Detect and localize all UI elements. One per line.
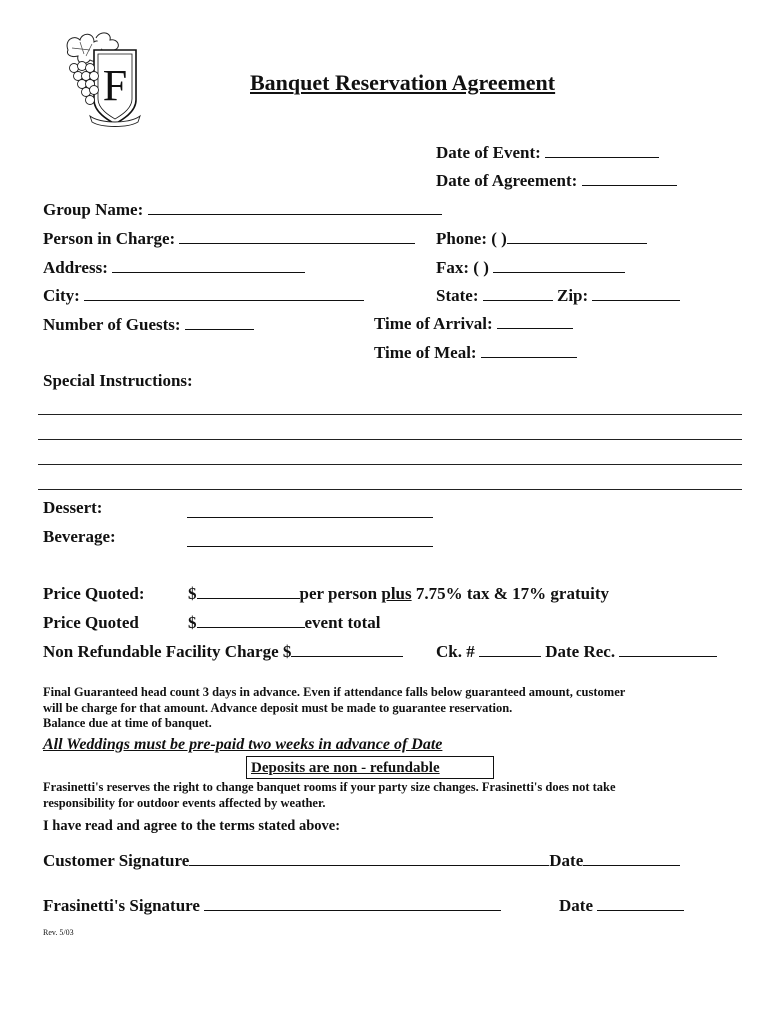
state-zip-row (436, 285, 680, 306)
dollar-sign-2: $ (188, 613, 197, 632)
terms-line: Frasinetti's reserves the right to change banquet rooms if your party size changes. Frasinetti's does not take (43, 780, 616, 794)
terms-line: responsibility for outdoor events affected by weather. (43, 795, 326, 810)
time-of-arrival-label: Time of Arrival: (374, 314, 493, 333)
beverage-label: Beverage: (43, 527, 116, 546)
time-of-meal-label: Time of Meal: (374, 343, 477, 362)
terms-line: Final Guaranteed head count 3 days in advance. Even if attendance falls below guaranteed amount, customer (43, 685, 626, 699)
state-label: State: (436, 286, 479, 305)
phone-row (436, 228, 647, 249)
address-row (43, 257, 305, 278)
price-per-person-field[interactable] (197, 583, 300, 599)
special-instructions-label: Special Instructions: (43, 371, 193, 390)
frasinetti-logo (60, 28, 170, 130)
special-instructions-line-3[interactable] (38, 464, 742, 465)
dollar-sign: $ (188, 584, 197, 603)
date-of-agreement-row (436, 170, 677, 191)
number-of-guests-field[interactable] (185, 314, 254, 330)
special-instructions-line-2[interactable] (38, 439, 742, 440)
event-total-field[interactable] (197, 612, 305, 628)
price-quoted-event-total-row (43, 612, 381, 633)
city-field[interactable] (84, 285, 364, 301)
date-of-agreement-label: Date of Agreement: (436, 171, 578, 190)
frasinetti-signature-label: Frasinetti's Signature (43, 896, 200, 915)
terms-paragraph-2 (43, 780, 616, 811)
number-of-guests-row (43, 314, 254, 335)
time-of-arrival-field[interactable] (497, 313, 573, 329)
group-name-field[interactable] (148, 199, 442, 215)
number-of-guests-label: Number of Guests: (43, 315, 181, 334)
check-number-label: Ck. # (436, 642, 475, 661)
time-of-meal-field[interactable] (481, 342, 577, 358)
revision-note: Rev. 5/03 (43, 928, 74, 937)
page-title: Banquet Reservation Agreement (250, 70, 556, 95)
event-total-text: event total (304, 613, 381, 632)
date-of-agreement-field[interactable] (582, 170, 677, 186)
customer-date-label: Date (549, 851, 584, 870)
facility-charge-row (43, 641, 403, 662)
special-instructions-line-4[interactable] (38, 489, 742, 490)
date-received-label: Date Rec. (545, 642, 616, 661)
facility-charge-label: Non Refundable Facility Charge $ (43, 642, 292, 661)
deposits-notice-box (246, 756, 494, 779)
customer-signature-row (43, 850, 680, 871)
city-row (43, 285, 364, 306)
per-person-text: per person (299, 584, 382, 603)
frasinetti-date-label: Date (559, 896, 593, 915)
time-of-meal-row (374, 342, 577, 363)
special-instructions-line-1[interactable] (38, 414, 742, 415)
time-of-arrival-row (374, 313, 573, 334)
person-in-charge-field[interactable] (179, 228, 415, 244)
group-name-label: Group Name: (43, 200, 144, 219)
group-name-row (43, 199, 442, 220)
grape-crest-icon (60, 28, 170, 130)
person-in-charge-row (43, 228, 415, 249)
terms-paragraph-1 (43, 685, 625, 732)
fax-field[interactable] (493, 257, 625, 273)
frasinetti-date-field[interactable] (597, 895, 684, 911)
date-of-event-field[interactable] (545, 142, 659, 158)
plus-text: plus (381, 584, 412, 603)
weddings-notice: All Weddings must be pre-paid two weeks in advance of Date (43, 736, 443, 753)
zip-label: Zip: (556, 286, 589, 305)
facility-charge-field[interactable] (291, 641, 403, 657)
address-field[interactable] (112, 257, 305, 273)
address-label: Address: (43, 258, 108, 277)
terms-line: Balance due at time of banquet. (43, 716, 212, 730)
date-of-event-row (436, 142, 659, 163)
terms-line: will be charge for that amount. Advance deposit must be made to guarantee reservation. (43, 700, 513, 715)
frasinetti-signature-row (43, 895, 501, 916)
beverage-field[interactable] (187, 546, 433, 547)
tax-gratuity-text: 7.75% tax & 17% gratuity (411, 584, 609, 603)
check-number-row (436, 641, 717, 662)
dessert-field[interactable] (187, 517, 433, 518)
customer-date-field[interactable] (583, 850, 680, 866)
date-received-field[interactable] (619, 641, 717, 657)
customer-signature-label: Customer Signature (43, 851, 190, 870)
phone-field[interactable] (507, 228, 647, 244)
svg-text:F: F (102, 61, 128, 110)
price-quoted-label-2: Price Quoted (43, 613, 139, 632)
price-quoted-per-person-row (43, 583, 609, 604)
frasinetti-signature-field[interactable] (204, 895, 501, 911)
date-of-event-label: Date of Event: (436, 143, 541, 162)
fax-row (436, 257, 625, 278)
check-number-field[interactable] (479, 641, 541, 657)
phone-label: Phone: ( ) (436, 229, 507, 248)
agreement-statement: I have read and agree to the terms stated above: (43, 818, 341, 834)
frasinetti-date-row (559, 895, 684, 916)
dessert-label: Dessert: (43, 498, 103, 517)
fax-label: Fax: ( ) (436, 258, 489, 277)
city-label: City: (43, 286, 80, 305)
person-in-charge-label: Person in Charge: (43, 229, 176, 248)
zip-field[interactable] (592, 285, 680, 301)
customer-signature-field[interactable] (189, 850, 549, 866)
price-quoted-label: Price Quoted: (43, 584, 145, 603)
state-field[interactable] (483, 285, 553, 301)
deposits-notice: Deposits are non - refundable (251, 760, 440, 776)
